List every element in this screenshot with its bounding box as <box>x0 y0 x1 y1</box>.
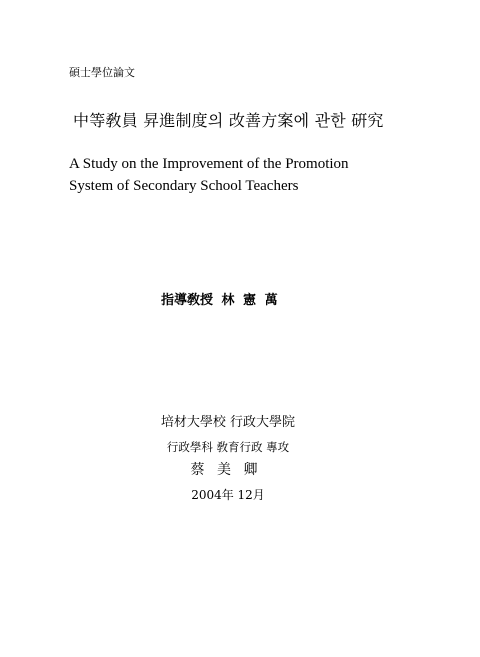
university-name: 培材大學校 行政大學院 <box>160 415 296 430</box>
advisor-line: 指導敎授 林 憲 萬 <box>161 293 278 308</box>
english-title-line-1: A Study on the Improvement of the Promotion <box>69 156 349 172</box>
english-title-line-2: System of Secondary School Teachers <box>69 178 299 194</box>
english-title <box>69 153 349 197</box>
degree-label: 碩士學位論文 <box>69 66 135 79</box>
author-name: 蔡 美 卿 <box>190 462 262 478</box>
department-name: 行政學科 敎育行政 專攻 <box>166 440 290 454</box>
submission-date: 2004年 12月 <box>191 488 265 502</box>
korean-title: 中等敎員 昇進制度의 改善方案에 관한 硏究 <box>73 111 384 130</box>
